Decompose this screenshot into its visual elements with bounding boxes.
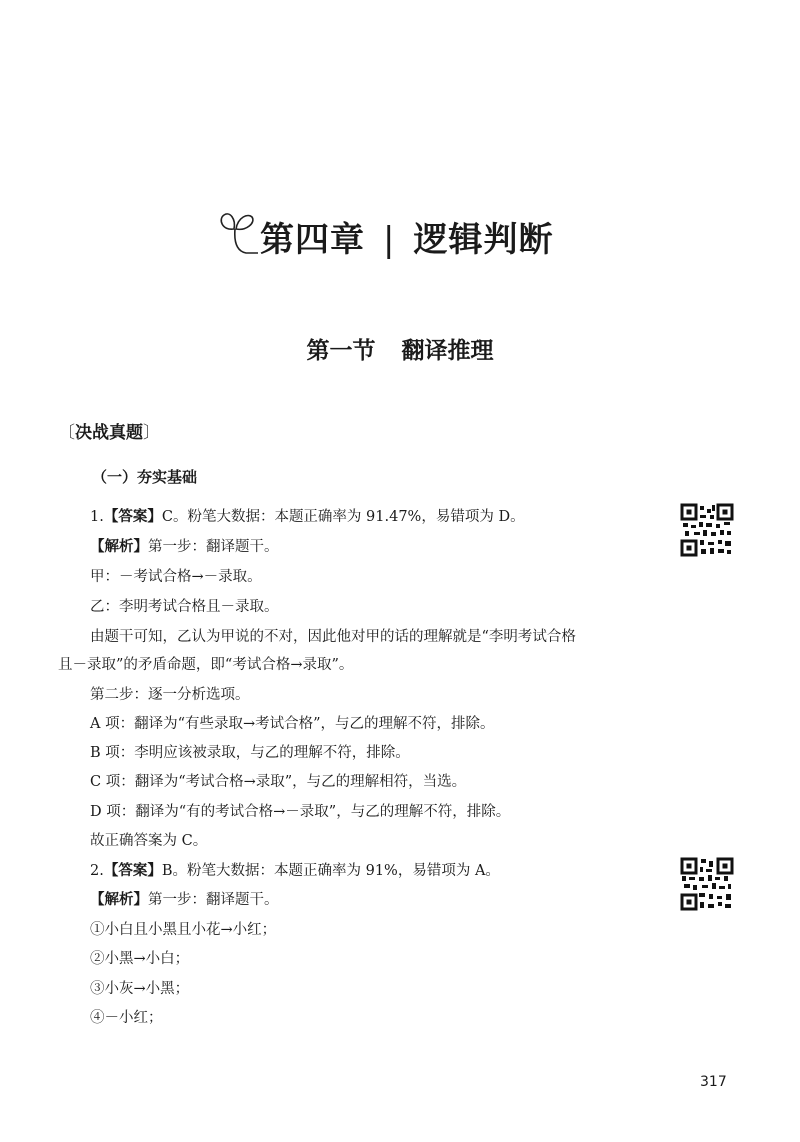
q1-line-1: 甲：－考试合格→－录取。 [90, 569, 262, 585]
q1-line-2: 乙：李明考试合格且－录取。 [90, 599, 279, 615]
analysis-first: 第一步：翻译题干。 [148, 539, 279, 555]
sprout-icon [212, 209, 264, 263]
box-label-open: 〔 [58, 423, 75, 443]
chapter-title [260, 212, 553, 261]
analysis-tag: 【解析】 [90, 539, 148, 555]
answer-text: C。粉笔大数据：本题正确率为 91.47%，易错项为 D。 [161, 509, 525, 525]
chapter-separator: | [383, 219, 396, 260]
q1-line-8: C 项：翻译为“考试合格→录取”，与乙的理解相符，当选。 [90, 774, 467, 790]
box-label-text: 决战真题 [75, 423, 143, 443]
q2-line-1: ①小白且小黑且小花→小红； [90, 922, 277, 938]
q1-line-10: 故正确答案为 C。 [90, 833, 208, 849]
analysis-tag: 【解析】 [90, 892, 148, 908]
q2-line-4: ④－小红； [90, 1010, 163, 1026]
section-name: 翻译推理 [401, 338, 494, 364]
q1-line-4: 且－录取”的矛盾命题，即“考试合格→录取”。 [58, 657, 354, 673]
qr-code-icon[interactable] [680, 857, 734, 911]
q1-line-7: B 项：李明应该被录取，与乙的理解不符，排除。 [90, 745, 410, 761]
section-number: 第一节 [306, 338, 376, 364]
question-1-answer [90, 505, 525, 526]
box-label [58, 418, 160, 443]
q1-line-5: 第二步：逐一分析选项。 [90, 687, 250, 703]
question-2-number: 2. [90, 863, 104, 879]
answer-text: B。粉笔大数据：本题正确率为 91%，易错项为 A。 [161, 863, 500, 879]
answer-tag: 【答案】 [103, 863, 162, 879]
analysis-first: 第一步：翻译题干。 [148, 892, 279, 908]
question-2-answer [90, 859, 500, 880]
question-1-analysis [90, 535, 279, 556]
chapter-heading [212, 196, 553, 276]
section-title [0, 332, 800, 365]
q2-line-3: ③小灰→小黑； [90, 981, 190, 997]
sub-heading: （一）夯实基础 [92, 468, 198, 486]
question-1-number: 1. [90, 509, 104, 525]
q1-line-9: D 项：翻译为“有的考试合格→－录取”，与乙的理解不符，排除。 [90, 804, 511, 820]
q2-line-2: ②小黑→小白； [90, 951, 190, 967]
box-label-close: 〕 [143, 423, 160, 443]
q1-line-6: A 项：翻译为“有些录取→考试合格”，与乙的理解不符，排除。 [90, 716, 495, 732]
q1-line-3: 由题干可知，乙认为甲说的不对，因此他对甲的话的理解就是“李明考试合格 [90, 629, 576, 645]
chapter-subtitle: 逻辑判断 [413, 219, 554, 260]
answer-tag: 【答案】 [103, 509, 162, 525]
page-number: 317 [700, 1074, 727, 1090]
chapter-number: 第四章 [260, 219, 365, 260]
qr-code-icon[interactable] [680, 503, 734, 557]
question-2-analysis [90, 888, 279, 909]
